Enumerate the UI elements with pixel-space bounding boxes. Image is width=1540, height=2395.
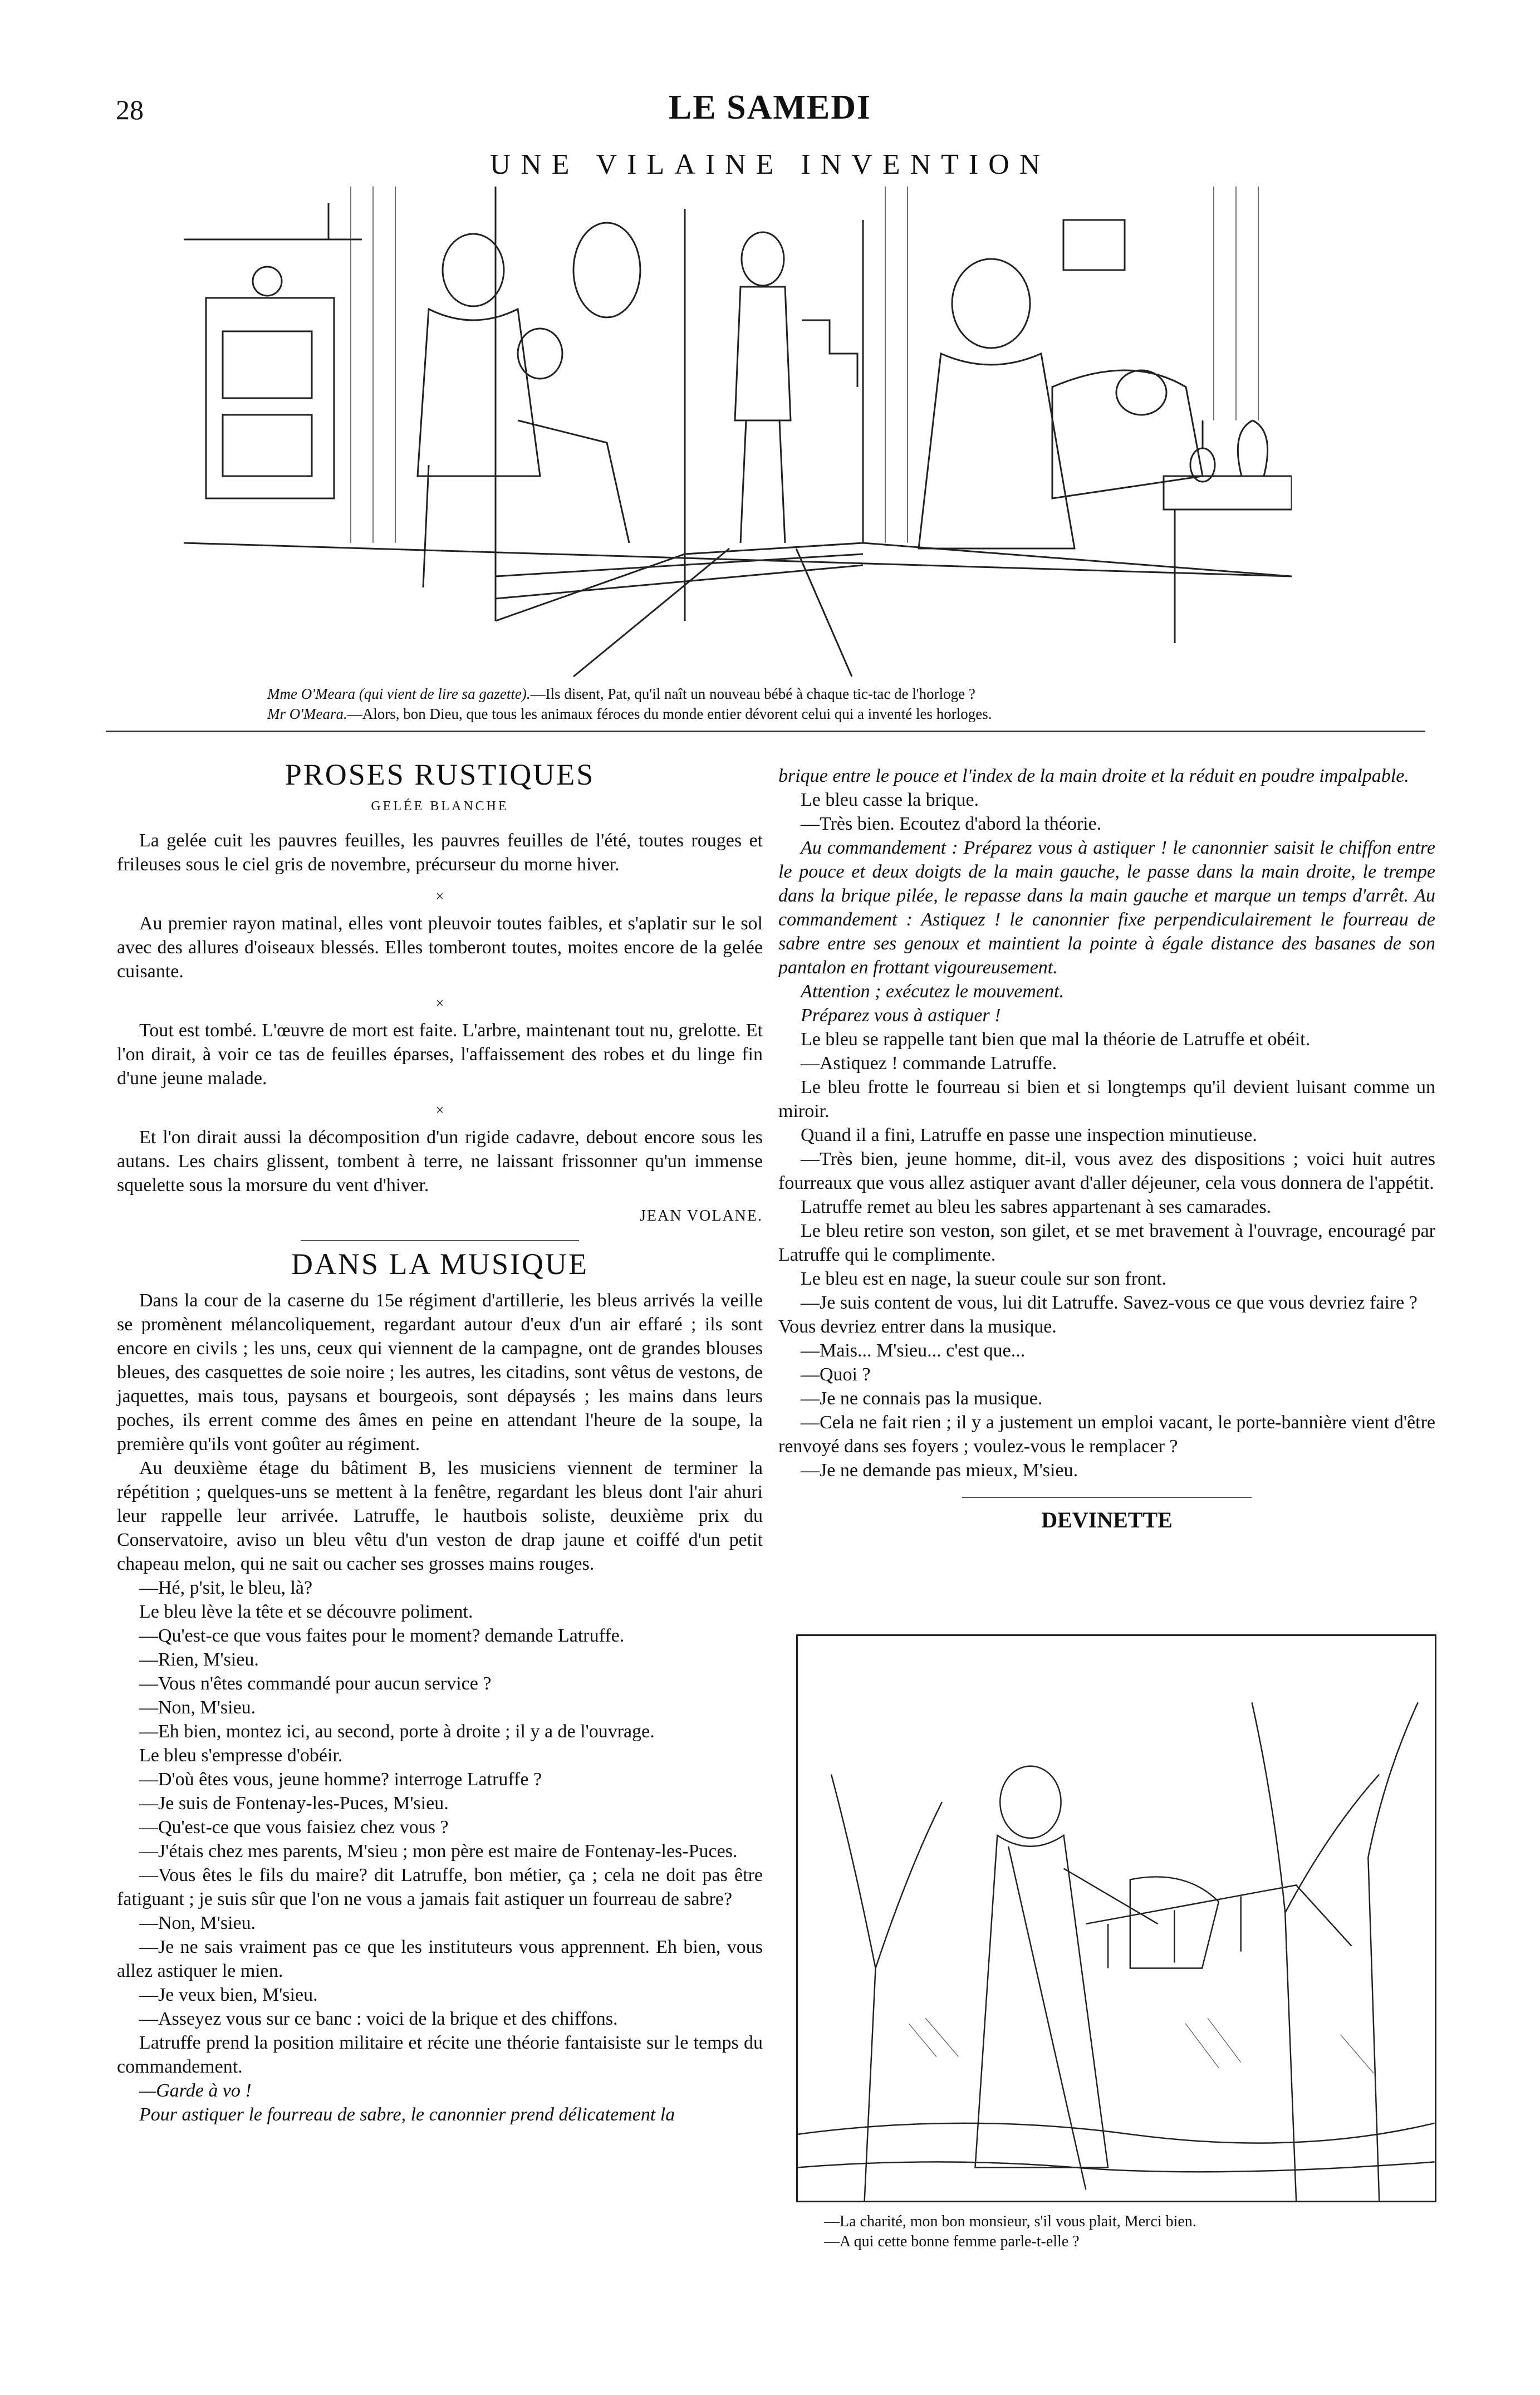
section-divider (962, 1497, 1252, 1498)
dialogue-line: —Eh bien, montez ici, au second, porte à droite ; il y a de l'ouvrage. (139, 1721, 655, 1742)
dialogue-line: Le bleu casse la brique. (801, 790, 979, 810)
section-divider (301, 1240, 579, 1241)
dialogue-line: Latruffe remet au bleu les sabres appartenant à ses camarades. (801, 1197, 1272, 1217)
devinette-title: DEVINETTE (1041, 1507, 1173, 1532)
caption-speaker-1: Mme O'Meara (qui vient de lire sa gazette). (267, 685, 531, 702)
dialogue-line: —Non, M'sieu. (139, 1913, 256, 1933)
command-line: Attention ; exécutez le mouvement. (801, 981, 1064, 1002)
command-line: Préparez vous à astiquer ! (801, 1005, 1001, 1026)
caption-text-1: —Ils disent, Pat, qu'il naît un nouveau bébé à chaque tic-tac de l'horloge ? (530, 685, 975, 702)
dialogue-line: —Hé, p'sit, le bleu, là? (139, 1578, 313, 1598)
dialogue-line: —Qu'est-ce que vous faisiez chez vous ? (139, 1817, 449, 1838)
dialogue-line: Latruffe prend la position militaire et récite une théorie fantaisiste sur le temps du commandement. (117, 2032, 763, 2077)
dialogue-line: —Je veux bien, M'sieu. (139, 1985, 318, 2005)
dialogue-line: —Rien, M'sieu. (139, 1649, 259, 1670)
dialogue-line: —Quoi ? (801, 1364, 871, 1385)
dialogue-line: —Non, M'sieu. (139, 1697, 256, 1718)
dialogue-line: —J'étais chez mes parents, M'sieu ; mon père est maire de Fontenay-les-Puces. (139, 1841, 738, 1862)
dialogue-line: Vous devriez entrer dans la musique. (778, 1316, 1057, 1337)
kitchen-scene-illustration (184, 187, 1292, 679)
proses-title: PROSES RUSTIQUES (285, 758, 595, 791)
dialogue-line: —Je suis content de vous, lui dit Latruffe. Savez-vous ce que vous devriez faire ? (801, 1292, 1418, 1313)
dialogue-line: —Cela ne fait rien ; il y a justement un emploi vacant, le porte-bannière vient d'être renvoyé dans ses foyers ; voulez-vous le remplacer ? (778, 1412, 1435, 1457)
caption-line-2 (267, 704, 1325, 724)
left-column (117, 758, 763, 2127)
theory-text: Au commandement : Préparez vous à astiquer ! le canonnier saisit le chiffon entre le pouce et deux doigts de la main gauche, le passe dans la main droite, le trempe dans la brique pilée, le repasse dans la main gauche et marque un temps d'arrêt. Au commandement : Astiquez ! le canonnier fixe perpendiculairement le fourreau de sabre entre ses genoux et maintient la pointe à égale distance des basanes de son pantalon en frottant vigoureusement. (778, 837, 1435, 978)
right-column (778, 764, 1435, 1532)
caption-speaker-2: Mr O'Meara. (267, 706, 347, 722)
devinette-caption-line: —La charité, mon bon monsieur, s'il vous plait, Merci bien. (824, 2213, 1196, 2230)
dialogue-line: Le bleu frotte le fourreau si bien et si longtemps qu'il devient luisant comme un miroir. (778, 1077, 1435, 1121)
proses-paragraph: Et l'on dirait aussi la décomposition d'un rigide cadavre, debout encore sous les autans. Les chairs glissent, tombent à terre, ne laissant frissonner qu'un immense squelette sous la morsure du vent d'hiver. (117, 1127, 763, 1196)
proses-paragraph: Au premier rayon matinal, elles vont pleuvoir toutes faibles, et s'aplatir sur le sol avec des allures d'oiseaux blessés. Elles tomberont toutes, moites encore de la gelée cuisante. (117, 913, 763, 982)
page-number: 28 (116, 94, 144, 125)
proses-subtitle: GELÉE BLANCHE (371, 799, 509, 814)
dialogue-line: —Vous êtes le fils du maire? dit Latruffe, bon métier, ça ; cela ne doit pas être fatiguant ; je suis sûr que l'on ne vous a jamais fait astiquer un fourreau de sabre? (117, 1865, 763, 1909)
dialogue-line: —Je ne sais vraiment pas ce que les instituteurs vous apprennent. Eh bien, vous allez astiquer le mien. (117, 1937, 763, 1981)
masthead: LE SAMEDI (668, 89, 872, 126)
separator: × (435, 888, 444, 904)
dialogue-line: —Vous n'êtes commandé pour aucun service ? (139, 1673, 492, 1694)
proses-signature: JEAN VOLANE. (639, 1207, 763, 1225)
dialogue-line: Le bleu lève la tête et se découvre poliment. (139, 1601, 473, 1622)
dialogue-line: —Mais... M'sieu... c'est que... (801, 1340, 1026, 1361)
devinette-caption-line: —A qui cette bonne femme parle-t-elle ? (824, 2233, 1080, 2250)
musique-paragraph: Dans la cour de la caserne du 15e régiment d'artillerie, les bleus arrivés la veille se promènent mélancoliquement, regardant autour d'eux d'un air effaré ; ils sont encore en civils ; les uns, ceux qui viennent de la campagne, ont de grandes blouses bleues, des casquettes de soie noire ; les autres, les citadins, sont vêtus de vestons, de jaquettes, mais tous, paysans et bourgeois, sont dépaysés ; les mains dans leurs poches, ils errent comme des âmes en peine en attendant l'heure de la soupe, la première qu'ils vont goûter au régiment. (117, 1290, 763, 1454)
dialogue-line: —Qu'est-ce que vous faites pour le moment? demande Latruffe. (139, 1625, 625, 1646)
top-divider (106, 731, 1425, 732)
dialogue-line: —Astiquez ! commande Latruffe. (801, 1053, 1057, 1074)
dialogue-line: Le bleu s'empresse d'obéir. (139, 1745, 343, 1766)
dialogue-line: Le bleu se rappelle tant bien que mal la théorie de Latruffe et obéit. (801, 1029, 1311, 1050)
dialogue-line: —Je ne connais pas la musique. (801, 1388, 1043, 1409)
devinette-puzzle-picture (796, 1634, 1436, 2202)
dialogue-line: —Je ne demande pas mieux, M'sieu. (801, 1460, 1078, 1481)
dialogue-line: —D'où êtes vous, jeune homme? interroge Latruffe ? (139, 1769, 542, 1790)
proses-paragraph: Tout est tombé. L'œuvre de mort est faite. L'arbre, maintenant tout nu, grelotte. Et l'on dirait, à voir ce tas de feuilles éparses, l'affaissement des robes et du linge fin d'une jeune malade. (117, 1020, 763, 1089)
separator: × (435, 995, 444, 1011)
dialogue-line: —Asseyez vous sur ce banc : voici de la brique et des chiffons. (139, 2009, 618, 2029)
musique-title: DANS LA MUSIQUE (291, 1247, 589, 1281)
dialogue-line: Quand il a fini, Latruffe en passe une inspection minutieuse. (801, 1125, 1257, 1145)
illustration-caption (267, 684, 1325, 724)
theory-text: Pour astiquer le fourreau de sabre, le canonnier prend délicatement la (139, 2104, 675, 2125)
theory-text-continued: brique entre le pouce et l'index de la main droite et la réduit en poudre impalpable. (778, 766, 1409, 786)
caption-line-1 (267, 684, 1325, 704)
dialogue-line: —Très bien. Ecoutez d'abord la théorie. (801, 814, 1102, 834)
devinette-caption (824, 2212, 1436, 2252)
command-line: —Garde à vo ! (139, 2080, 252, 2101)
dialogue-line: —Très bien, jeune homme, dit-il, vous avez des dispositions ; voici huit autres fourreaux que vous allez astiquer avant d'aller déjeuner, cela vous donnera de l'appétit. (778, 1149, 1435, 1193)
dialogue-line: Le bleu est en nage, la sueur coule sur son front. (801, 1268, 1167, 1289)
illustration-title: UNE VILAINE INVENTION (489, 149, 1051, 180)
musique-paragraph: Au deuxième étage du bâtiment B, les musiciens viennent de terminer la répétition ; quelques-uns se mettent à la fenêtre, regardant les bleus dont l'air ahuri leur rappelle leur arrivée. Latruffe, le hautbois soliste, deuxième prix du Conservatoire, aviso un bleu vêtu d'un veston de drap jaune et coiffé d'un petit chapeau melon, qui ne sait ou cacher ses grosses mains rouges. (117, 1458, 763, 1574)
caption-text-2: —Alors, bon Dieu, que tous les animaux féroces du monde entier dévorent celui qui a inventé les horloges. (347, 706, 992, 722)
separator: × (435, 1102, 444, 1118)
dialogue-line: Le bleu retire son veston, son gilet, et se met bravement à l'ouvrage, encouragé par Latruffe qui le complimente. (778, 1221, 1435, 1265)
proses-paragraph: La gelée cuit les pauvres feuilles, les pauvres feuilles de l'été, toutes rouges et frileuses sous le ciel gris de novembre, précurseur du morne hiver. (117, 830, 763, 875)
dialogue-line: —Je suis de Fontenay-les-Puces, M'sieu. (139, 1793, 449, 1814)
